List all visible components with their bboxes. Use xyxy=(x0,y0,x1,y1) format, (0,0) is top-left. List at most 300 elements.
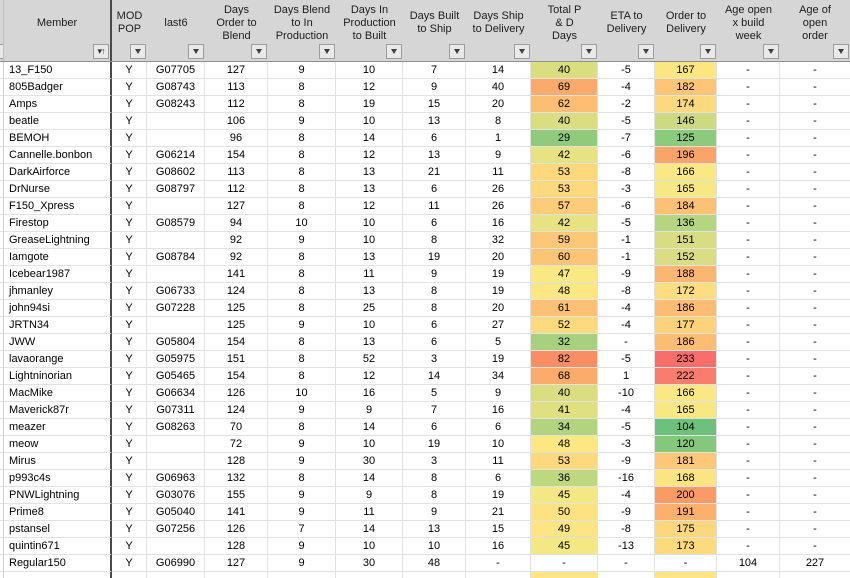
cell-last6[interactable]: G08797 xyxy=(147,181,205,198)
cell-mod_pop[interactable]: Y xyxy=(112,351,147,368)
cell-last6[interactable] xyxy=(147,266,205,283)
cell-age_build[interactable]: - xyxy=(717,419,780,436)
cell-o2b[interactable]: 154 xyxy=(205,334,268,351)
cell-p2b[interactable]: 16 xyxy=(336,385,403,402)
cell-o2d[interactable]: 177 xyxy=(655,317,717,334)
cell-eta[interactable]: -9 xyxy=(598,266,655,283)
cell-age_build[interactable]: - xyxy=(717,181,780,198)
cell-member[interactable]: JWW xyxy=(4,334,112,351)
cell-last6[interactable]: G07705 xyxy=(147,62,205,79)
filter-dropdown-icon[interactable] xyxy=(700,44,716,59)
cell-p2b[interactable]: 11 xyxy=(336,266,403,283)
cell-b2p[interactable]: 9 xyxy=(268,113,336,130)
cell-age_build[interactable]: - xyxy=(717,385,780,402)
cell-age_order[interactable]: - xyxy=(780,79,850,96)
cell-total[interactable]: 49 xyxy=(531,521,598,538)
cell-age_build[interactable]: - xyxy=(717,232,780,249)
cell-s2d[interactable]: 16 xyxy=(466,402,531,419)
cell-total[interactable]: 61 xyxy=(531,300,598,317)
cell-age_order[interactable]: - xyxy=(780,470,850,487)
cell-s2d[interactable]: 40 xyxy=(466,79,531,96)
cell-o2d[interactable]: 222 xyxy=(655,368,717,385)
cell-member[interactable]: Iamgote xyxy=(4,249,112,266)
cell-s2d[interactable]: 19 xyxy=(466,283,531,300)
cell-o2b[interactable]: 72 xyxy=(205,436,268,453)
filter-dropdown-icon[interactable] xyxy=(449,44,465,59)
cell-last6[interactable] xyxy=(147,232,205,249)
cell-b2s[interactable]: 9 xyxy=(403,266,466,283)
cell-age_build[interactable]: - xyxy=(717,147,780,164)
cell-p2b[interactable]: 30 xyxy=(336,555,403,572)
cell-p2b[interactable]: 14 xyxy=(336,470,403,487)
column-header-o2d[interactable] xyxy=(655,0,717,61)
cell-last6[interactable] xyxy=(147,113,205,130)
cell-b2p[interactable]: 8 xyxy=(268,368,336,385)
cell-o2b[interactable]: 126 xyxy=(205,521,268,538)
cell-total[interactable]: 60 xyxy=(531,249,598,266)
cell-age_build[interactable]: - xyxy=(717,215,780,232)
cell-o2b[interactable]: 124 xyxy=(205,402,268,419)
cell-o2d[interactable]: 166 xyxy=(655,385,717,402)
cell-total[interactable]: 45 xyxy=(531,538,598,555)
cell-b2s[interactable]: 6 xyxy=(403,334,466,351)
cell-b2p[interactable]: 8 xyxy=(268,147,336,164)
cell-age_order[interactable]: - xyxy=(780,351,850,368)
cell-age_build[interactable]: - xyxy=(717,521,780,538)
cell-total[interactable]: 42 xyxy=(531,215,598,232)
cell-b2p[interactable]: 9 xyxy=(268,62,336,79)
cell-eta[interactable]: -8 xyxy=(598,521,655,538)
cell-p2b[interactable]: 10 xyxy=(336,436,403,453)
cell-last6[interactable]: G06733 xyxy=(147,283,205,300)
cell-last6[interactable]: G06963 xyxy=(147,470,205,487)
cell-b2p[interactable]: 8 xyxy=(268,351,336,368)
cell-mod_pop[interactable]: Y xyxy=(112,300,147,317)
cell-mod_pop[interactable]: Y xyxy=(112,470,147,487)
cell-s2d[interactable]: 19 xyxy=(466,351,531,368)
cell-age_order[interactable]: - xyxy=(780,113,850,130)
cell-p2b[interactable]: 19 xyxy=(336,96,403,113)
cell-b2s[interactable]: 8 xyxy=(403,232,466,249)
cell-o2d[interactable]: 181 xyxy=(655,453,717,470)
cell-mod_pop[interactable]: Y xyxy=(112,96,147,113)
cell-b2s[interactable]: 19 xyxy=(403,249,466,266)
cell-b2s[interactable]: 5 xyxy=(403,385,466,402)
cell-o2d[interactable]: 186 xyxy=(655,300,717,317)
cell-b2s[interactable]: 6 xyxy=(403,215,466,232)
cell-b2p[interactable]: 9 xyxy=(268,402,336,419)
cell-last6[interactable]: G08243 xyxy=(147,96,205,113)
cell-total[interactable]: 52 xyxy=(531,317,598,334)
cell-mod_pop[interactable]: Y xyxy=(112,334,147,351)
cell-b2p[interactable]: 9 xyxy=(268,232,336,249)
column-header-age_build[interactable] xyxy=(717,0,780,61)
filter-dropdown-icon[interactable] xyxy=(188,44,204,59)
cell-eta[interactable]: 1 xyxy=(598,368,655,385)
cell-age_order[interactable]: - xyxy=(780,130,850,147)
cell-b2s[interactable]: 6 xyxy=(403,419,466,436)
cell-b2p[interactable]: 8 xyxy=(268,96,336,113)
cell-last6[interactable]: G08263 xyxy=(147,419,205,436)
cell-mod_pop[interactable]: Y xyxy=(112,215,147,232)
cell-last6[interactable]: G07256 xyxy=(147,521,205,538)
cell-age_build[interactable]: - xyxy=(717,283,780,300)
cell-p2b[interactable]: 10 xyxy=(336,113,403,130)
cell-o2d[interactable]: 167 xyxy=(655,62,717,79)
cell-age_order[interactable]: - xyxy=(780,334,850,351)
cell-member[interactable]: meazer xyxy=(4,419,112,436)
cell-age_order[interactable]: - xyxy=(780,504,850,521)
cell-eta[interactable]: -8 xyxy=(598,164,655,181)
cell-p2b[interactable]: 14 xyxy=(336,521,403,538)
cell-total[interactable]: 82 xyxy=(531,351,598,368)
cell-age_order[interactable]: - xyxy=(780,249,850,266)
cell-age_order[interactable]: - xyxy=(780,419,850,436)
cell-last6[interactable]: G07228 xyxy=(147,300,205,317)
cell-member[interactable]: john94si xyxy=(4,300,112,317)
filter-dropdown-icon[interactable] xyxy=(386,44,402,59)
cell-p2b[interactable]: 52 xyxy=(336,351,403,368)
cell-b2p[interactable]: 8 xyxy=(268,198,336,215)
cell-b2s[interactable]: 7 xyxy=(403,402,466,419)
cell-age_build[interactable]: - xyxy=(717,538,780,555)
cell-age_build[interactable]: - xyxy=(717,436,780,453)
cell-b2s[interactable]: 6 xyxy=(403,130,466,147)
cell-p2b[interactable]: 12 xyxy=(336,198,403,215)
cell-total[interactable]: 41 xyxy=(531,402,598,419)
cell-eta[interactable]: -9 xyxy=(598,504,655,521)
cell-member[interactable]: quintin671 xyxy=(4,538,112,555)
cell-b2p[interactable]: 9 xyxy=(268,317,336,334)
cell-member[interactable]: BEMOH xyxy=(4,130,112,147)
column-header-last6[interactable] xyxy=(147,0,205,61)
cell-p2b[interactable]: 25 xyxy=(336,300,403,317)
cell-b2s[interactable]: 10 xyxy=(403,538,466,555)
cell-o2b[interactable]: 92 xyxy=(205,249,268,266)
filter-dropdown-icon[interactable] xyxy=(130,44,146,59)
cell-age_order[interactable]: - xyxy=(780,436,850,453)
cell-total[interactable]: 29 xyxy=(531,130,598,147)
cell-o2b[interactable]: 154 xyxy=(205,147,268,164)
cell-o2b[interactable]: 124 xyxy=(205,283,268,300)
cell-age_order[interactable]: - xyxy=(780,215,850,232)
cell-last6[interactable]: G06214 xyxy=(147,147,205,164)
cell-s2d[interactable]: 32 xyxy=(466,232,531,249)
cell-age_build[interactable]: - xyxy=(717,351,780,368)
cell-age_order[interactable]: - xyxy=(780,164,850,181)
cell-mod_pop[interactable]: Y xyxy=(112,521,147,538)
cell-o2b[interactable]: 127 xyxy=(205,198,268,215)
cell-o2b[interactable]: 151 xyxy=(205,351,268,368)
cell-age_order[interactable]: 227 xyxy=(780,555,850,572)
cell-member[interactable]: p993c4s xyxy=(4,470,112,487)
cell-b2p[interactable]: 10 xyxy=(268,215,336,232)
cell-s2d[interactable]: 9 xyxy=(466,147,531,164)
cell-b2s[interactable]: 6 xyxy=(403,317,466,334)
cell-b2s[interactable]: 11 xyxy=(403,198,466,215)
cell-age_order[interactable]: - xyxy=(780,181,850,198)
cell-total[interactable]: 45 xyxy=(531,487,598,504)
cell-b2p[interactable]: 8 xyxy=(268,249,336,266)
cell-b2s[interactable]: 8 xyxy=(403,283,466,300)
cell-last6[interactable] xyxy=(147,130,205,147)
cell-o2b[interactable]: 132 xyxy=(205,470,268,487)
cell-o2b[interactable]: 106 xyxy=(205,113,268,130)
cell-b2p[interactable]: 8 xyxy=(268,283,336,300)
cell-o2d[interactable]: 174 xyxy=(655,96,717,113)
cell-s2d[interactable]: 10 xyxy=(466,436,531,453)
cell-o2d[interactable]: 165 xyxy=(655,402,717,419)
cell-eta[interactable]: -4 xyxy=(598,317,655,334)
cell-age_build[interactable]: - xyxy=(717,79,780,96)
cell-age_order[interactable]: - xyxy=(780,521,850,538)
cell-age_order[interactable]: - xyxy=(780,368,850,385)
cell-age_build[interactable]: - xyxy=(717,453,780,470)
cell-last6[interactable]: G05804 xyxy=(147,334,205,351)
cell-s2d[interactable]: 19 xyxy=(466,266,531,283)
cell-mod_pop[interactable]: Y xyxy=(112,232,147,249)
cell-p2b[interactable]: 10 xyxy=(336,317,403,334)
cell-eta[interactable]: - xyxy=(598,555,655,572)
column-header-o2b[interactable] xyxy=(205,0,268,61)
cell-s2d[interactable]: 26 xyxy=(466,198,531,215)
cell-member[interactable]: 805Badger xyxy=(4,79,112,96)
cell-member[interactable]: MacMike xyxy=(4,385,112,402)
cell-member[interactable]: Regular150 xyxy=(4,555,112,572)
cell-p2b[interactable]: 9 xyxy=(336,402,403,419)
cell-b2s[interactable]: 13 xyxy=(403,113,466,130)
cell-eta[interactable]: - xyxy=(598,334,655,351)
cell-total[interactable]: 48 xyxy=(531,436,598,453)
cell-total[interactable]: 69 xyxy=(531,79,598,96)
column-header-member[interactable] xyxy=(4,0,112,61)
cell-last6[interactable]: G08602 xyxy=(147,164,205,181)
cell-eta[interactable]: -5 xyxy=(598,113,655,130)
cell-s2d[interactable]: 27 xyxy=(466,317,531,334)
cell-mod_pop[interactable]: Y xyxy=(112,385,147,402)
cell-eta[interactable]: -5 xyxy=(598,62,655,79)
cell-s2d[interactable]: 11 xyxy=(466,164,531,181)
cell-total[interactable]: 32 xyxy=(531,334,598,351)
cell-total[interactable]: 48 xyxy=(531,283,598,300)
cell-b2p[interactable]: 8 xyxy=(268,79,336,96)
cell-age_order[interactable]: - xyxy=(780,198,850,215)
cell-mod_pop[interactable]: Y xyxy=(112,402,147,419)
cell-last6[interactable]: G05040 xyxy=(147,504,205,521)
cell-mod_pop[interactable]: Y xyxy=(112,317,147,334)
cell-mod_pop[interactable]: Y xyxy=(112,147,147,164)
cell-eta[interactable]: -6 xyxy=(598,198,655,215)
cell-last6[interactable]: G07311 xyxy=(147,402,205,419)
cell-eta[interactable]: -1 xyxy=(598,249,655,266)
cell-b2s[interactable]: 14 xyxy=(403,368,466,385)
cell-age_build[interactable]: - xyxy=(717,198,780,215)
cell-age_order[interactable]: - xyxy=(780,487,850,504)
cell-total[interactable]: 40 xyxy=(531,113,598,130)
cell-o2b[interactable]: 112 xyxy=(205,96,268,113)
cell-b2p[interactable]: 10 xyxy=(268,385,336,402)
cell-o2b[interactable]: 126 xyxy=(205,385,268,402)
cell-member[interactable]: GreaseLightning xyxy=(4,232,112,249)
cell-mod_pop[interactable]: Y xyxy=(112,368,147,385)
cell-o2d[interactable]: 172 xyxy=(655,283,717,300)
cell-total[interactable]: 53 xyxy=(531,453,598,470)
cell-p2b[interactable]: 13 xyxy=(336,249,403,266)
cell-member[interactable]: Maverick87r xyxy=(4,402,112,419)
cell-b2s[interactable]: 21 xyxy=(403,164,466,181)
cell-o2d[interactable]: 186 xyxy=(655,334,717,351)
cell-age_build[interactable]: - xyxy=(717,317,780,334)
cell-total[interactable]: 47 xyxy=(531,266,598,283)
cell-age_build[interactable]: - xyxy=(717,96,780,113)
cell-s2d[interactable]: 1 xyxy=(466,130,531,147)
cell-age_build[interactable]: - xyxy=(717,368,780,385)
cell-age_order[interactable]: - xyxy=(780,96,850,113)
cell-age_build[interactable]: - xyxy=(717,266,780,283)
cell-age_build[interactable]: - xyxy=(717,130,780,147)
cell-o2b[interactable]: 113 xyxy=(205,79,268,96)
cell-last6[interactable] xyxy=(147,436,205,453)
cell-total[interactable]: - xyxy=(531,555,598,572)
cell-last6[interactable]: G06634 xyxy=(147,385,205,402)
filter-dropdown-icon[interactable] xyxy=(581,44,597,59)
cell-o2d[interactable]: 196 xyxy=(655,147,717,164)
cell-mod_pop[interactable]: Y xyxy=(112,436,147,453)
cell-mod_pop[interactable]: Y xyxy=(112,198,147,215)
cell-o2b[interactable]: 112 xyxy=(205,181,268,198)
cell-s2d[interactable]: 20 xyxy=(466,249,531,266)
cell-age_order[interactable]: - xyxy=(780,538,850,555)
cell-b2s[interactable]: 7 xyxy=(403,62,466,79)
cell-total[interactable]: 57 xyxy=(531,198,598,215)
column-header-s2d[interactable] xyxy=(466,0,531,61)
cell-age_build[interactable]: - xyxy=(717,113,780,130)
cell-b2p[interactable]: 8 xyxy=(268,266,336,283)
cell-o2b[interactable]: 127 xyxy=(205,62,268,79)
cell-eta[interactable]: -4 xyxy=(598,402,655,419)
cell-o2d[interactable]: 146 xyxy=(655,113,717,130)
cell-total[interactable]: 36 xyxy=(531,470,598,487)
cell-member[interactable]: F150_Xpress xyxy=(4,198,112,215)
cell-s2d[interactable]: 19 xyxy=(466,487,531,504)
cell-o2d[interactable]: 233 xyxy=(655,351,717,368)
cell-last6[interactable]: G05465 xyxy=(147,368,205,385)
cell-p2b[interactable]: 9 xyxy=(336,487,403,504)
cell-age_order[interactable]: - xyxy=(780,266,850,283)
cell-member[interactable]: 13_F150 xyxy=(4,62,112,79)
cell-mod_pop[interactable]: Y xyxy=(112,181,147,198)
cell-member[interactable]: DarkAirforce xyxy=(4,164,112,181)
cell-o2b[interactable]: 128 xyxy=(205,453,268,470)
cell-o2b[interactable]: 127 xyxy=(205,555,268,572)
cell-o2b[interactable]: 154 xyxy=(205,368,268,385)
cell-b2p[interactable]: 9 xyxy=(268,538,336,555)
column-header-eta[interactable] xyxy=(598,0,655,61)
cell-o2b[interactable]: 125 xyxy=(205,317,268,334)
cell-b2p[interactable]: 9 xyxy=(268,487,336,504)
cell-mod_pop[interactable]: Y xyxy=(112,130,147,147)
cell-o2d[interactable]: 152 xyxy=(655,249,717,266)
cell-eta[interactable]: -4 xyxy=(598,487,655,504)
cell-b2p[interactable]: 8 xyxy=(268,130,336,147)
cell-total[interactable]: 42 xyxy=(531,147,598,164)
cell-o2b[interactable]: 141 xyxy=(205,266,268,283)
cell-eta[interactable]: -10 xyxy=(598,385,655,402)
cell-eta[interactable]: -3 xyxy=(598,181,655,198)
cell-p2b[interactable]: 10 xyxy=(336,215,403,232)
cell-age_order[interactable]: - xyxy=(780,147,850,164)
cell-s2d[interactable]: 26 xyxy=(466,181,531,198)
cell-age_build[interactable]: - xyxy=(717,164,780,181)
cell-eta[interactable]: -2 xyxy=(598,96,655,113)
cell-member[interactable]: Prime8 xyxy=(4,504,112,521)
cell-total[interactable]: 68 xyxy=(531,368,598,385)
cell-member[interactable]: Firestop xyxy=(4,215,112,232)
cell-b2s[interactable]: 8 xyxy=(403,470,466,487)
cell-p2b[interactable]: 14 xyxy=(336,419,403,436)
cell-b2s[interactable]: 9 xyxy=(403,79,466,96)
cell-eta[interactable]: -8 xyxy=(598,283,655,300)
cell-o2d[interactable]: 166 xyxy=(655,164,717,181)
cell-member[interactable]: PNWLightning xyxy=(4,487,112,504)
cell-p2b[interactable]: 10 xyxy=(336,232,403,249)
cell-eta[interactable]: -9 xyxy=(598,453,655,470)
cell-mod_pop[interactable]: Y xyxy=(112,538,147,555)
column-header-total[interactable] xyxy=(531,0,598,61)
cell-age_build[interactable]: - xyxy=(717,470,780,487)
cell-p2b[interactable]: 11 xyxy=(336,504,403,521)
cell-o2d[interactable]: 120 xyxy=(655,436,717,453)
cell-mod_pop[interactable]: Y xyxy=(112,164,147,181)
cell-total[interactable]: 53 xyxy=(531,181,598,198)
cell-b2s[interactable]: 6 xyxy=(403,181,466,198)
cell-member[interactable]: Cannelle.bonbon xyxy=(4,147,112,164)
cell-age_build[interactable]: - xyxy=(717,249,780,266)
column-header-p2b[interactable] xyxy=(336,0,403,61)
cell-b2p[interactable]: 8 xyxy=(268,300,336,317)
cell-b2p[interactable]: 8 xyxy=(268,419,336,436)
cell-last6[interactable]: G03076 xyxy=(147,487,205,504)
filter-dropdown-icon[interactable] xyxy=(319,44,335,59)
cell-eta[interactable]: -1 xyxy=(598,232,655,249)
cell-s2d[interactable]: 16 xyxy=(466,538,531,555)
cell-mod_pop[interactable]: Y xyxy=(112,487,147,504)
cell-mod_pop[interactable]: Y xyxy=(112,453,147,470)
cell-s2d[interactable]: - xyxy=(466,555,531,572)
cell-p2b[interactable]: 13 xyxy=(336,283,403,300)
cell-mod_pop[interactable]: Y xyxy=(112,283,147,300)
cell-o2d[interactable]: 165 xyxy=(655,181,717,198)
cell-b2s[interactable]: 13 xyxy=(403,521,466,538)
cell-b2s[interactable]: 13 xyxy=(403,147,466,164)
cell-s2d[interactable]: 8 xyxy=(466,113,531,130)
cell-age_build[interactable]: - xyxy=(717,487,780,504)
cell-last6[interactable]: G06990 xyxy=(147,555,205,572)
filter-dropdown-icon[interactable] xyxy=(833,44,849,59)
cell-s2d[interactable]: 20 xyxy=(466,300,531,317)
cell-member[interactable]: DrNurse xyxy=(4,181,112,198)
cell-member[interactable]: beatle xyxy=(4,113,112,130)
cell-age_build[interactable]: - xyxy=(717,402,780,419)
cell-last6[interactable] xyxy=(147,453,205,470)
cell-s2d[interactable]: 21 xyxy=(466,504,531,521)
cell-s2d[interactable]: 5 xyxy=(466,334,531,351)
cell-total[interactable]: 53 xyxy=(531,164,598,181)
cell-o2b[interactable]: 128 xyxy=(205,538,268,555)
cell-o2b[interactable]: 96 xyxy=(205,130,268,147)
cell-mod_pop[interactable]: Y xyxy=(112,419,147,436)
cell-total[interactable]: 59 xyxy=(531,232,598,249)
